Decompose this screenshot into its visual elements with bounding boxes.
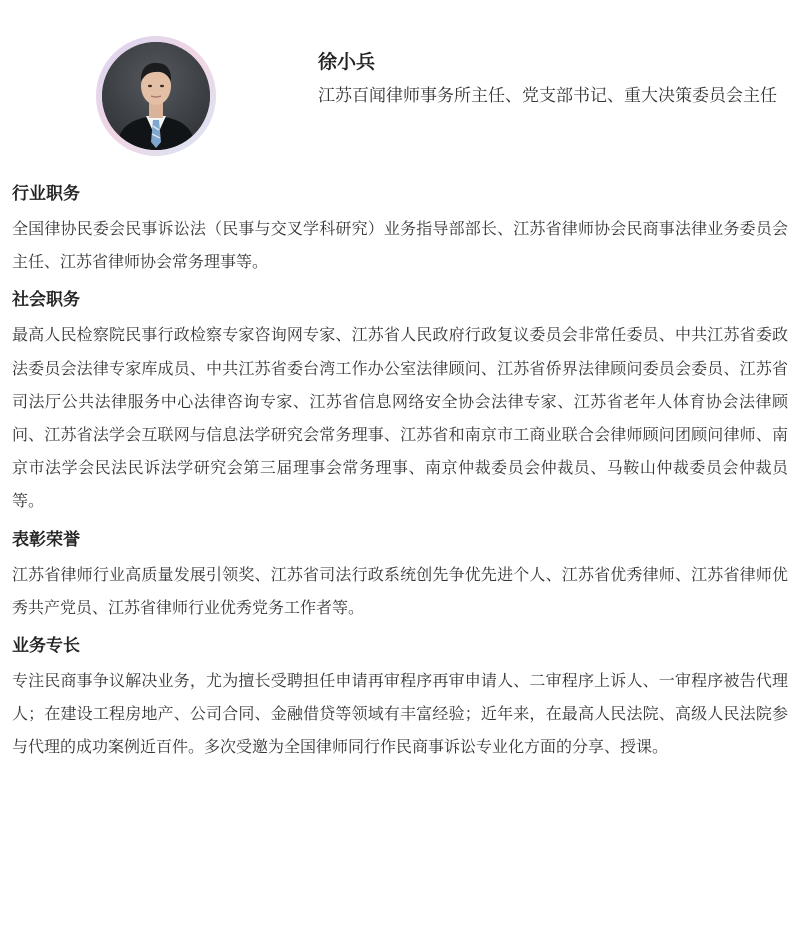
profile-title: 江苏百闻律师事务所主任、党支部书记、重大决策委员会主任 [318,86,777,106]
profile-content [12,176,788,768]
section-heading-social: 社会职务 [12,290,80,311]
avatar [102,42,210,150]
section-heading-expertise: 业务专长 [12,636,80,657]
section-text-honors: 江苏省律师行业高质量发展引领奖、江苏省司法行政系统创先争优先进个人、江苏省优秀律师、江苏省律师优秀共产党员、江苏省律师行业优秀党务工作者等。 [12,564,788,617]
section-text-industry: 全国律协民委会民事诉讼法（民事与交叉学科研究）业务指导部部长、江苏省律师协会民商事法律业务委员会主任、江苏省律师协会常务理事等。 [12,219,788,272]
section-heading-honors: 表彰荣誉 [12,529,80,550]
section-text-expertise: 专注民商事争议解决业务，尤为擅长受聘担任申请再审程序再审申请人、二审程序上诉人、一审程序被告代理人；在建设工程房地产、公司合同、金融借贷等领域有丰富经验；近年来，在最高人民法院、高级人民法院参与代理的成功案例近百件。多次受邀为全国律师同行作民商事诉讼专业化方面的分享、授课。 [12,671,788,757]
profile-header [0,0,798,172]
profile-name: 徐小兵 [318,51,376,73]
avatar-ring [96,36,216,156]
section-heading-industry: 行业职务 [12,184,80,204]
portrait-image [102,42,210,150]
section-text-social: 最高人民检察院民事行政检察专家咨询网专家、江苏省人民政府行政复议委员会非常任委员、中共江苏省委政法委员会法律专家库成员、中共江苏省委台湾工作办公室法律顾问、江苏省侨界法律顾问委员会委员、江苏省司法厅公共法律服务中心法律咨询专家、江苏省信息网络安全协会法律专家、江苏省老年人体育协会法律顾问、江苏省法学会互联网与信息法学研究会常务理事、江苏省和南京市工商业联合会律师顾问团顾问律师、南京市法学会民法民诉法学研究会第三届理事会常务理事、南京仲裁委员会仲裁员、马鞍山仲裁委员会仲裁员等。 [12,325,788,511]
